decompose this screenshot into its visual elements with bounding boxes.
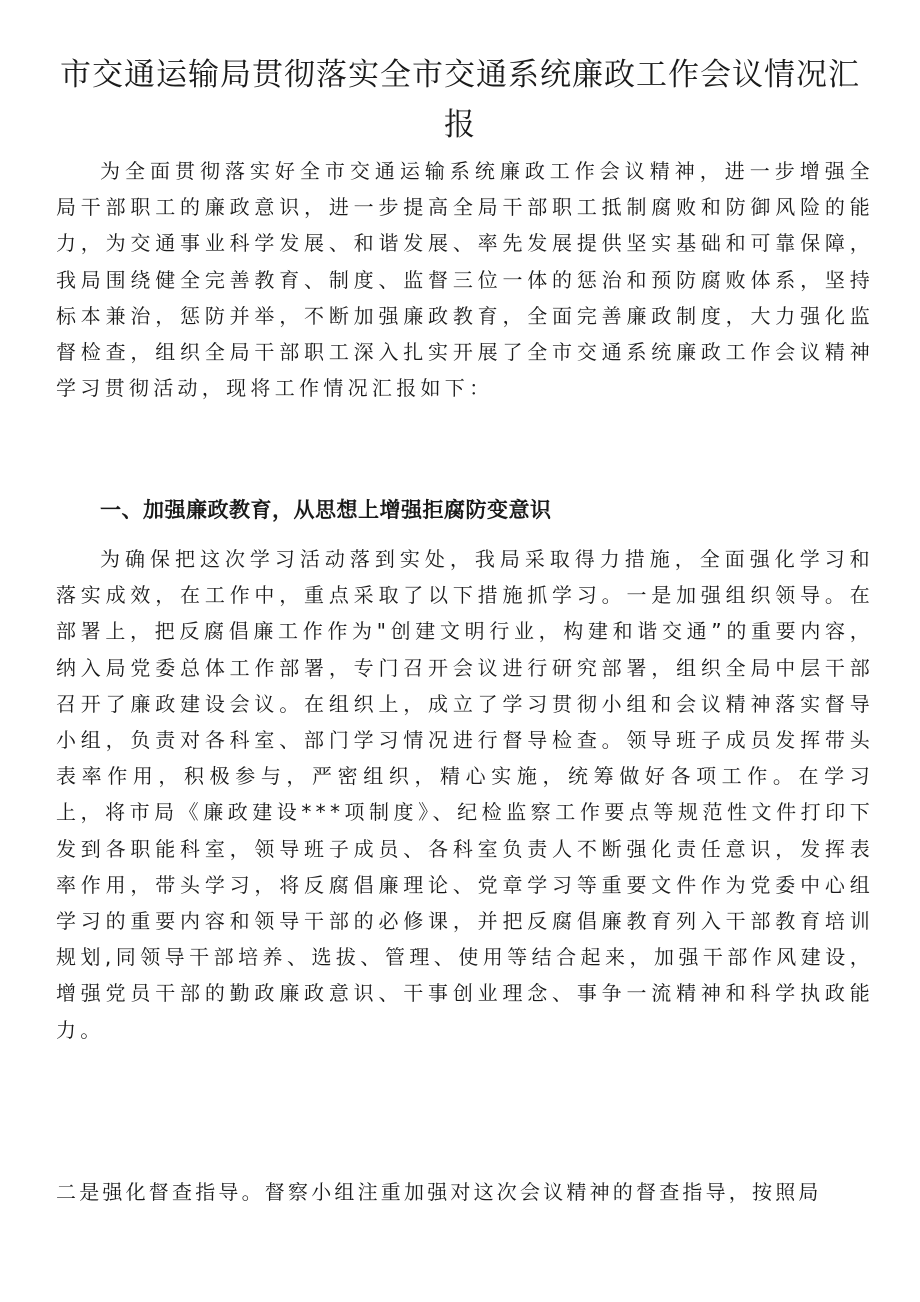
intro-paragraph: 为全面贯彻落实好全市交通运输系统廉政工作会议精神，进一步增强全局干部职工的廉政意识，进一步提高全局干部职工抵制腐败和防御风险的能力，为交通事业科学发展、和谐发展、率先发展提供坚实基础和可靠保障，我局围绕健全完善教育、制度、监督三位一体的惩治和预防腐败体系，坚持标本兼治，惩防并举，不断加强廉政教育，全面完善廉政制度，大力强化监督检查，组织全局干部职工深入扎实开展了全市交通系统廉政工作会议精神学习贯彻活动，现将工作情况汇报如下：	[56, 159, 874, 401]
continuation-line: 二是强化督查指导。督察小组注重加强对这次会议精神的督查指导，按照局	[56, 1180, 822, 1204]
section-heading: 一、加强廉政教育，从思想上增强拒腐防变意识	[100, 498, 552, 522]
section-paragraph: 为确保把这次学习活动落到实处，我局采取得力措施，全面强化学习和落实成效，在工作中，重点采取了以下措施抓学习。一是加强组织领导。在部署上，把反腐倡廉工作作为"创建文明行业，构建和谐交通”的重要内容，纳入局党委总体工作部署，专门召开会议进行研究部署，组织全局中层干部召开了廉政建设会议。在组织上，成立了学习贯彻小组和会议精神落实督导小组，负责对各科室、部门学习情况进行督导检查。领导班子成员发挥带头表率作用，积极参与，严密组织，精心实施，统筹做好各项工作。在学习上，将市局《廉政建设***项制度》、纪检监察工作要点等规范性文件打印下发到各职能科室，领导班子成员、各科室负责人不断强化责任意识，发挥表率作用，带头学习，将反腐倡廉理论、党章学习等重要文件作为党委中心组学习的重要内容和领导干部的必修课，并把反腐倡廉教育列入干部教育培训规划,同领导干部培养、选拔、管理、使用等结合起来，加强干部作风建设，增强党员干部的勤政廉政意识、干事创业理念、事争一流精神和科学执政能力。	[56, 547, 874, 1042]
document-title: 市交通运输局贯彻落实全市交通系统廉政工作会议情况汇报	[60, 57, 860, 143]
